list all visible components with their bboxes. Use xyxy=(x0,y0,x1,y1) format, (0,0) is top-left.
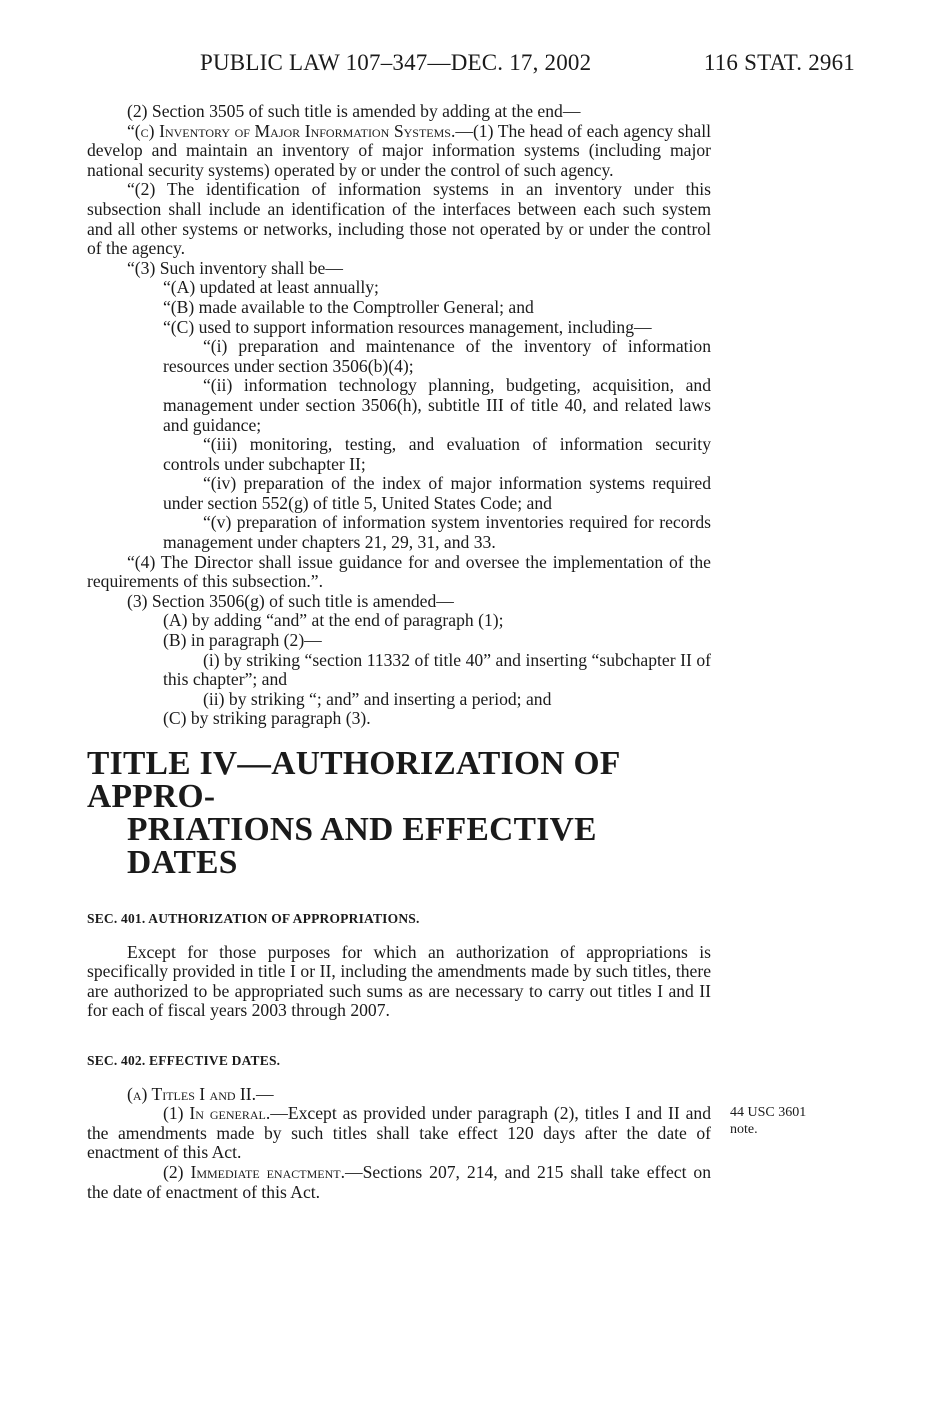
title-line-1: TITLE IV—AUTHORIZATION OF APPRO- xyxy=(87,745,620,815)
caption: (2) Immediate enactment. xyxy=(163,1161,345,1182)
paragraph xyxy=(87,1085,711,1105)
paragraph: (i) by striking “section 11332 of title 40” and inserting “subchapter II of this chapter”; and xyxy=(163,649,711,690)
caption: “(c) Inventory of Major Information Systems. xyxy=(127,120,456,141)
paragraph: (3) Section 3506(g) of such title is amended— xyxy=(127,590,454,611)
paragraph xyxy=(87,1163,711,1202)
paragraph: “(C) used to support information resources management, including— xyxy=(163,316,652,337)
paragraph: “(4) The Director shall issue guidance for and oversee the implementation of the requirements of this subsection.”. xyxy=(87,551,711,592)
paragraph: “(A) updated at least annually; xyxy=(163,277,379,298)
title-line-2: PRIATIONS AND EFFECTIVE DATES xyxy=(127,811,597,881)
header-page-number: 116 STAT. 2961 xyxy=(703,50,855,75)
paragraph: “(iii) monitoring, testing, and evaluation of information security controls under subchapter II; xyxy=(163,434,711,474)
paragraph: “(3) Such inventory shall be— xyxy=(127,257,343,278)
margin-note-line: 44 USC 3601 xyxy=(730,1105,807,1120)
section-401-heading: SEC. 401. AUTHORIZATION OF APPROPRIATIONS. xyxy=(87,911,420,926)
paragraph: “(v) preparation of information system inventories required for records management under chapters 21, 29, 31, and 33. xyxy=(163,512,711,553)
paragraph: (B) in paragraph (2)— xyxy=(163,630,322,651)
margin-note-line: note. xyxy=(730,1122,758,1137)
caption: (a) Titles I and II. xyxy=(127,1083,257,1104)
paragraph: (ii) by striking “; and” and inserting a period; and xyxy=(203,688,552,709)
paragraph: “(i) preparation and maintenance of the inventory of information resources under section 3506(b)(4); xyxy=(163,336,711,376)
paragraph: (A) by adding “and” at the end of paragraph (1); xyxy=(163,610,504,631)
title-heading xyxy=(87,747,711,879)
caption: (1) In general. xyxy=(163,1103,271,1124)
header-citation: PUBLIC LAW 107–347—DEC. 17, 2002 xyxy=(200,50,592,75)
paragraph: (2) Section 3505 of such title is amended by adding at the end— xyxy=(127,101,581,121)
margin-note xyxy=(730,1104,840,1138)
paragraph-text: —Except as provided under paragraph (2), titles I and II and the amendments made by such titles shall take effect 120 days after the date of enactment of this Act. xyxy=(87,1103,712,1163)
paragraph xyxy=(87,122,711,181)
body-text xyxy=(87,102,711,1202)
paragraph-text: —Sections 207, 214, and 215 shall take effect on the date of enactment of this Act. xyxy=(87,1161,711,1202)
paragraph: “(ii) information technology planning, budgeting, acquisition, and management under section 3506(h), subtitle III of title 40, and related laws and guidance; xyxy=(163,375,711,435)
paragraph: “(2) The identification of information systems in an inventory under this subsection shall include an identification of the interfaces between each such system and all other systems or networks, including those not operated by or under the control of the agency. xyxy=(87,179,711,259)
section-402-heading: SEC. 402. EFFECTIVE DATES. xyxy=(87,1052,281,1068)
paragraph-text: —(1) The head of each agency shall develop and maintain an inventory of major information systems (including major national security systems) operated by or under the control of such agency. xyxy=(87,120,712,180)
paragraph xyxy=(87,1104,711,1163)
paragraph: “(iv) preparation of the index of major information systems required under section 552(g) of title 5, United States Code; and xyxy=(163,473,711,513)
section-401-text: Except for those purposes for which an authorization of appropriations is specifically provided in title I or II, including the amendments made by such titles, there are authorized to be appropriated such sums as are necessary to carry out titles I and II for each of fiscal years 2003 through 2007. xyxy=(87,941,711,1021)
paragraph: (C) by striking paragraph (3). xyxy=(163,708,371,729)
paragraph-text: — xyxy=(256,1083,274,1104)
paragraph: “(B) made available to the Comptroller General; and xyxy=(163,296,534,317)
